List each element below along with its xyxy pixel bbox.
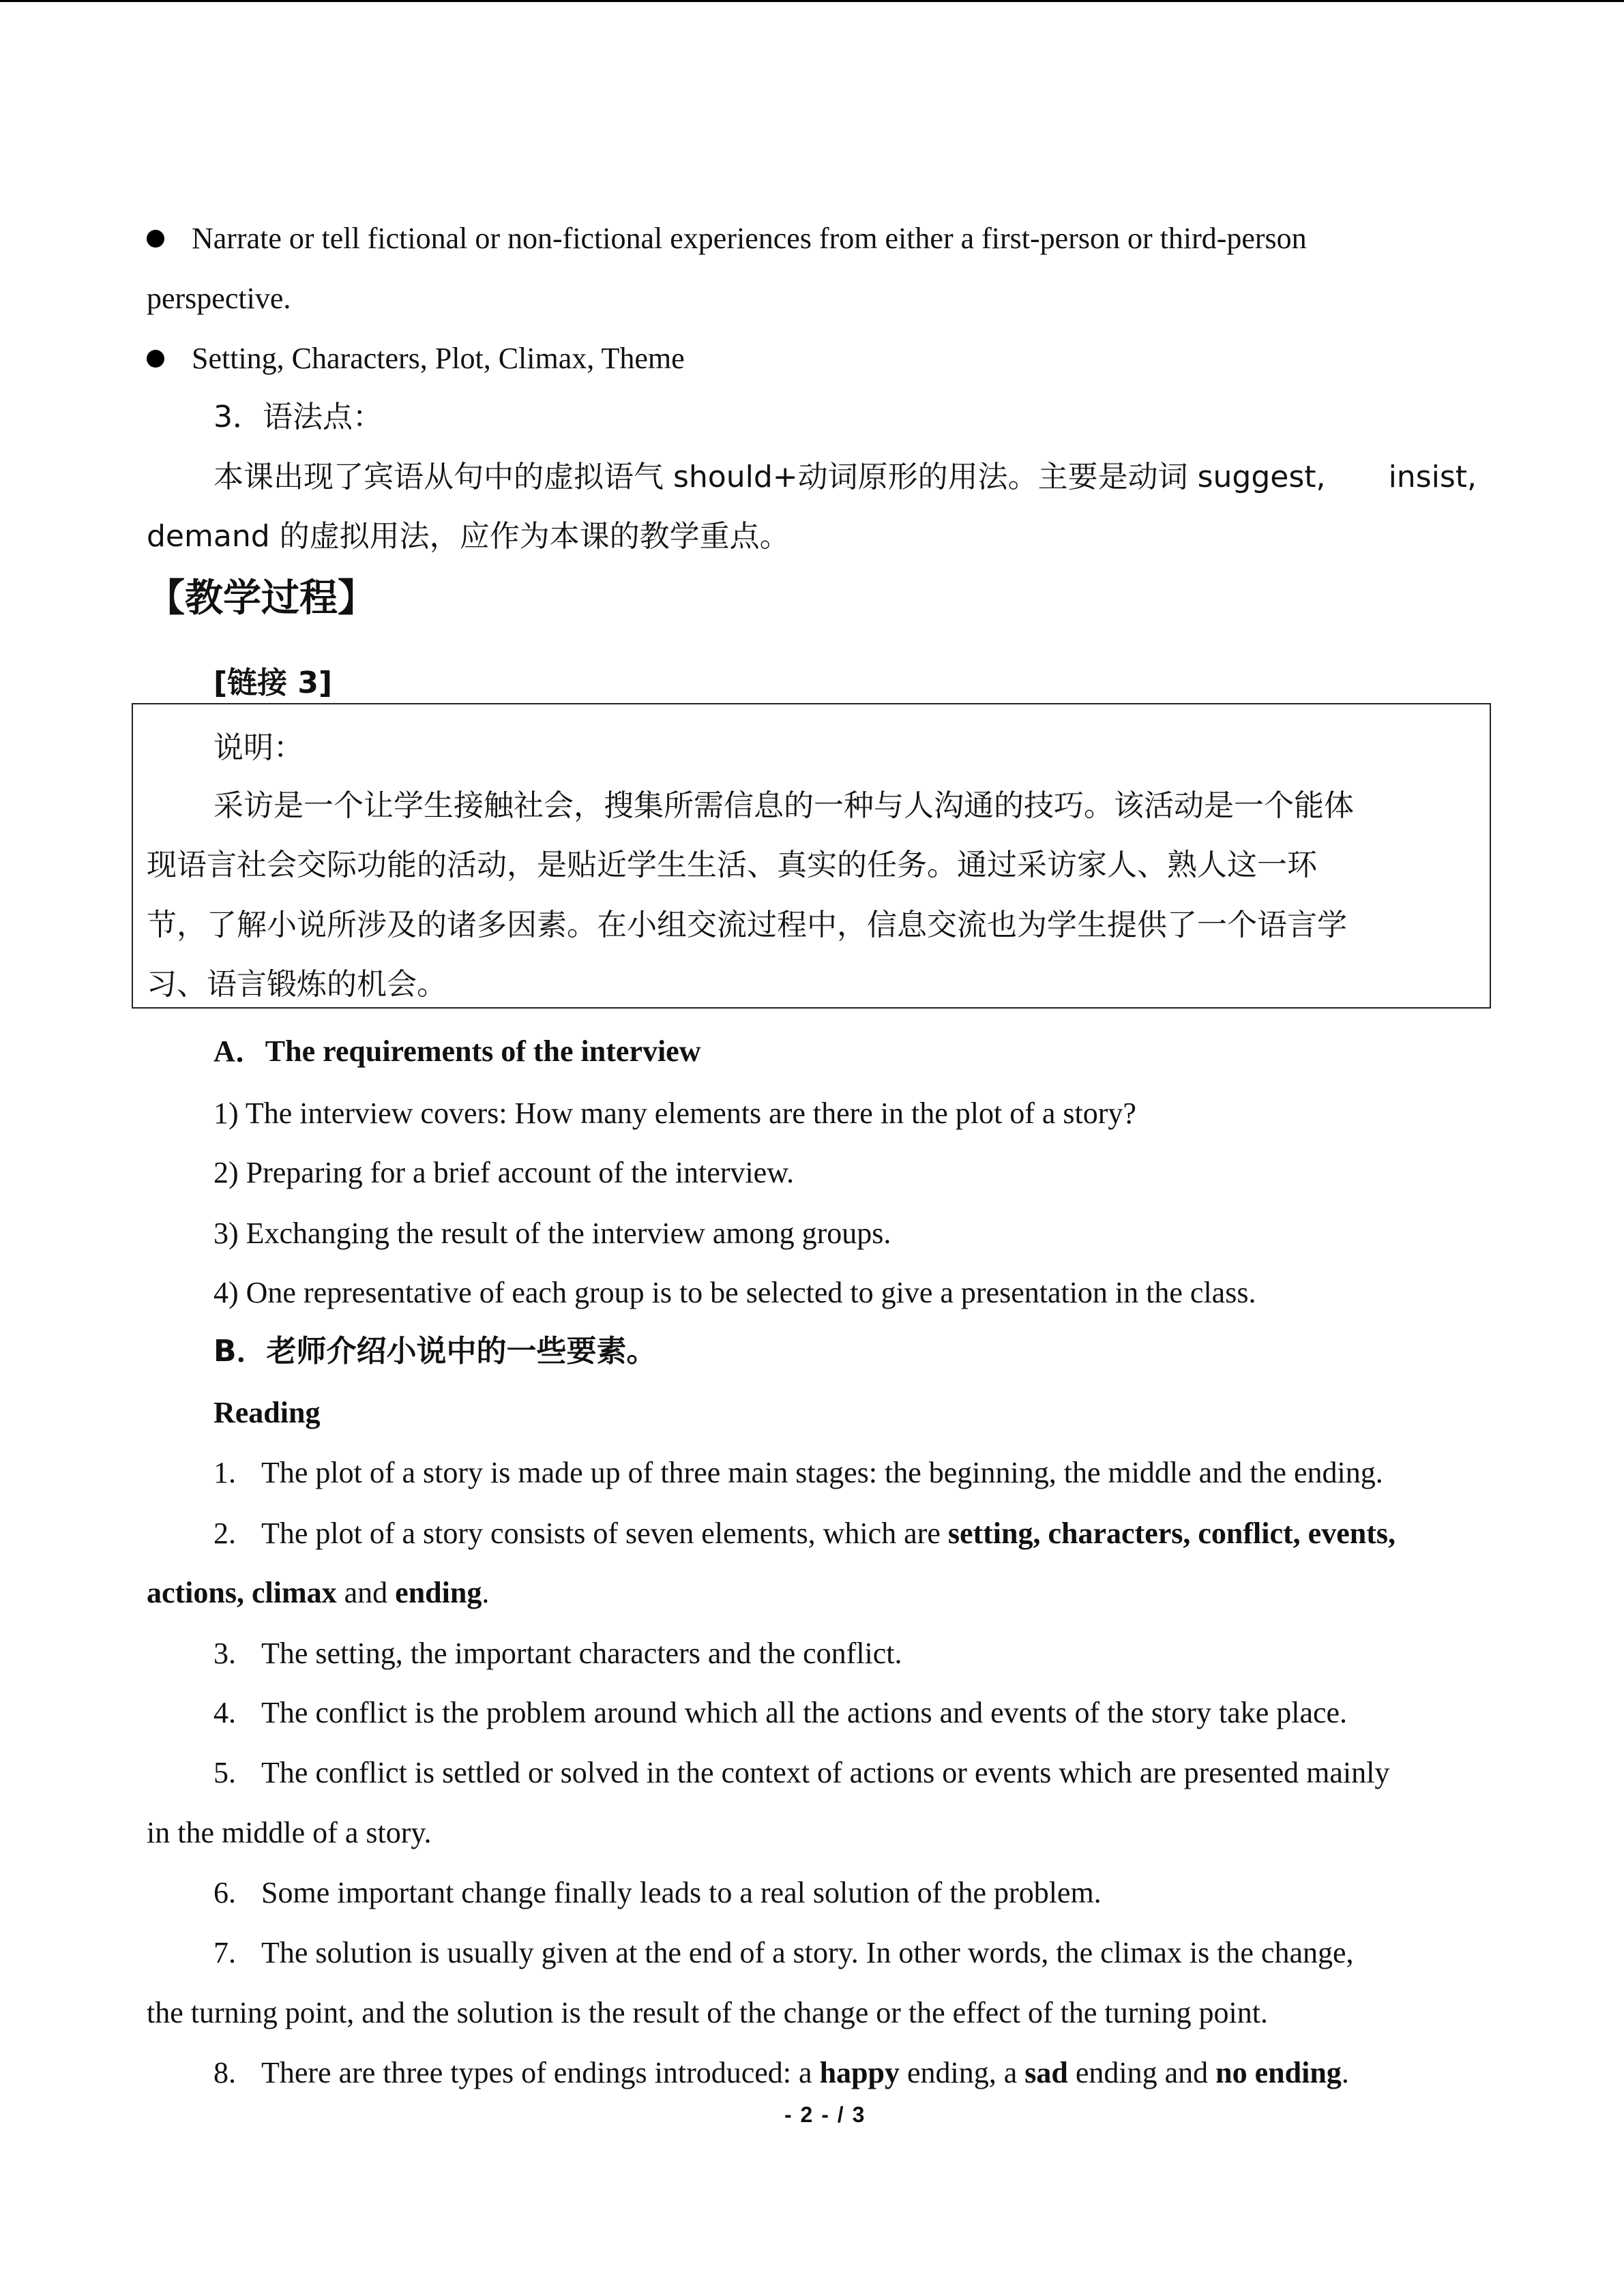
reading-item-5: [213, 1753, 1544, 1793]
item-number: 7.: [213, 1936, 236, 1969]
item-bold-text: setting, characters, conflict, events,: [947, 1517, 1396, 1550]
item-number: 6.: [213, 1876, 236, 1909]
item-text: Some important change finally leads to a real solution of the problem.: [261, 1876, 1102, 1909]
item-text: The setting, the important characters and the conflict.: [261, 1637, 902, 1670]
reading-item-5-continuation: in the middle of a story.: [147, 1816, 432, 1849]
bullet-1-line1: Narrate or tell fictional or non-fictional experiences from either a first-person or third-person: [192, 222, 1307, 255]
item-number: 4.: [213, 1696, 236, 1729]
item-number: 2.: [213, 1517, 236, 1550]
bullet-item-1: [147, 218, 1477, 259]
item-bold-text: sad: [1024, 2056, 1068, 2089]
item-text: and: [336, 1576, 396, 1609]
requirements-title: A．The requirements of the interview: [213, 1034, 701, 1068]
requirement-item: 2) Preparing for a brief account of the interview.: [213, 1156, 795, 1189]
bullet-1-continuation: perspective.: [147, 282, 291, 315]
grammar-line-1: [213, 457, 1477, 498]
item-bold-text: actions, climax: [147, 1576, 337, 1609]
grammar-line-2: demand 的虚拟用法，应作为本课的教学重点。: [147, 519, 790, 554]
item-text: ending, a: [899, 2056, 1025, 2089]
section-title: 【教学过程】: [147, 576, 376, 621]
reading-title: Reading: [213, 1396, 321, 1429]
item-bold-text: happy: [819, 2056, 900, 2089]
item-text: There are three types of endings introduced: a: [261, 2056, 820, 2089]
grammar-heading: 3．语法点：: [213, 400, 383, 434]
item-bold-text: no ending: [1215, 2056, 1342, 2089]
item-text: The conflict is settled or solved in the context of actions or events which are presented mainly: [261, 1756, 1390, 1789]
link-label: [链接 3]: [213, 666, 333, 700]
reading-item-8: [213, 2053, 1544, 2093]
bullet-dot-icon: [147, 350, 164, 368]
item-text: The plot of a story is made up of three main stages: the beginning, the middle and the ending.: [261, 1456, 1383, 1489]
grammar-line-1-main: 本课出现了宾语从句中的虚拟语气 should+动词原形的用法。主要是动词 suggest,: [213, 460, 1326, 494]
item-text: The plot of a story consists of seven elements, which are: [261, 1517, 948, 1550]
bullet-item-2: [192, 338, 1544, 379]
reading-item-2: [213, 1513, 1544, 1554]
intro-b-heading: B．老师介绍小说中的一些要素。: [213, 1334, 657, 1369]
requirement-item: 4) One representative of each group is to be selected to give a presentation in the class.: [213, 1276, 1256, 1309]
grammar-line-1-end: insist,: [1388, 460, 1477, 494]
bullet-2-text: Setting, Characters, Plot, Climax, Theme: [192, 342, 685, 375]
item-number: 3.: [213, 1637, 236, 1670]
requirement-item: 3) Exchanging the result of the interview among groups.: [213, 1217, 891, 1250]
bullet-dot-icon: [147, 230, 164, 248]
item-number: 8.: [213, 2056, 236, 2089]
note-label: 说明：: [213, 730, 304, 765]
item-text: The solution is usually given at the end of a story. In other words, the climax is the change,: [261, 1936, 1354, 1969]
page-number-footer: - 2 - / 3: [784, 2102, 866, 2127]
requirement-item: 1) The interview covers: How many elements are there in the plot of a story?: [213, 1097, 1136, 1130]
item-bold-text: ending: [395, 1576, 482, 1609]
reading-item-1: [213, 1452, 1544, 1493]
note-line-3: 节，了解小说所涉及的诸多因素。在小组交流过程中，信息交流也为学生提供了一个语言学: [147, 908, 1347, 942]
reading-item-6: [213, 1873, 1544, 1913]
reading-item-4: [213, 1693, 1544, 1733]
item-text: .: [1341, 2056, 1349, 2089]
note-line-2: 现语言社会交际功能的活动，是贴近学生生活、真实的任务。通过采访家人、熟人这一环: [147, 848, 1317, 882]
item-number: 5.: [213, 1756, 236, 1789]
reading-item-7-continuation: the turning point, and the solution is the result of the change or the effect of the turning point.: [147, 1996, 1268, 2029]
note-line-1: 采访是一个让学生接触社会，搜集所需信息的一种与人沟通的技巧。该活动是一个能体: [213, 788, 1354, 823]
note-line-4: 习、语言锻炼的机会。: [147, 967, 447, 1002]
reading-item-2-continuation: [147, 1572, 1477, 1613]
reading-item-3: [213, 1633, 1544, 1674]
item-text: ending and: [1067, 2056, 1216, 2089]
item-text: The conflict is the problem around which all the actions and events of the story take place.: [261, 1696, 1348, 1729]
item-text: .: [482, 1576, 490, 1609]
reading-item-7: [213, 1933, 1544, 1973]
item-number: 1.: [213, 1456, 236, 1489]
top-border-line: [0, 0, 1624, 2]
